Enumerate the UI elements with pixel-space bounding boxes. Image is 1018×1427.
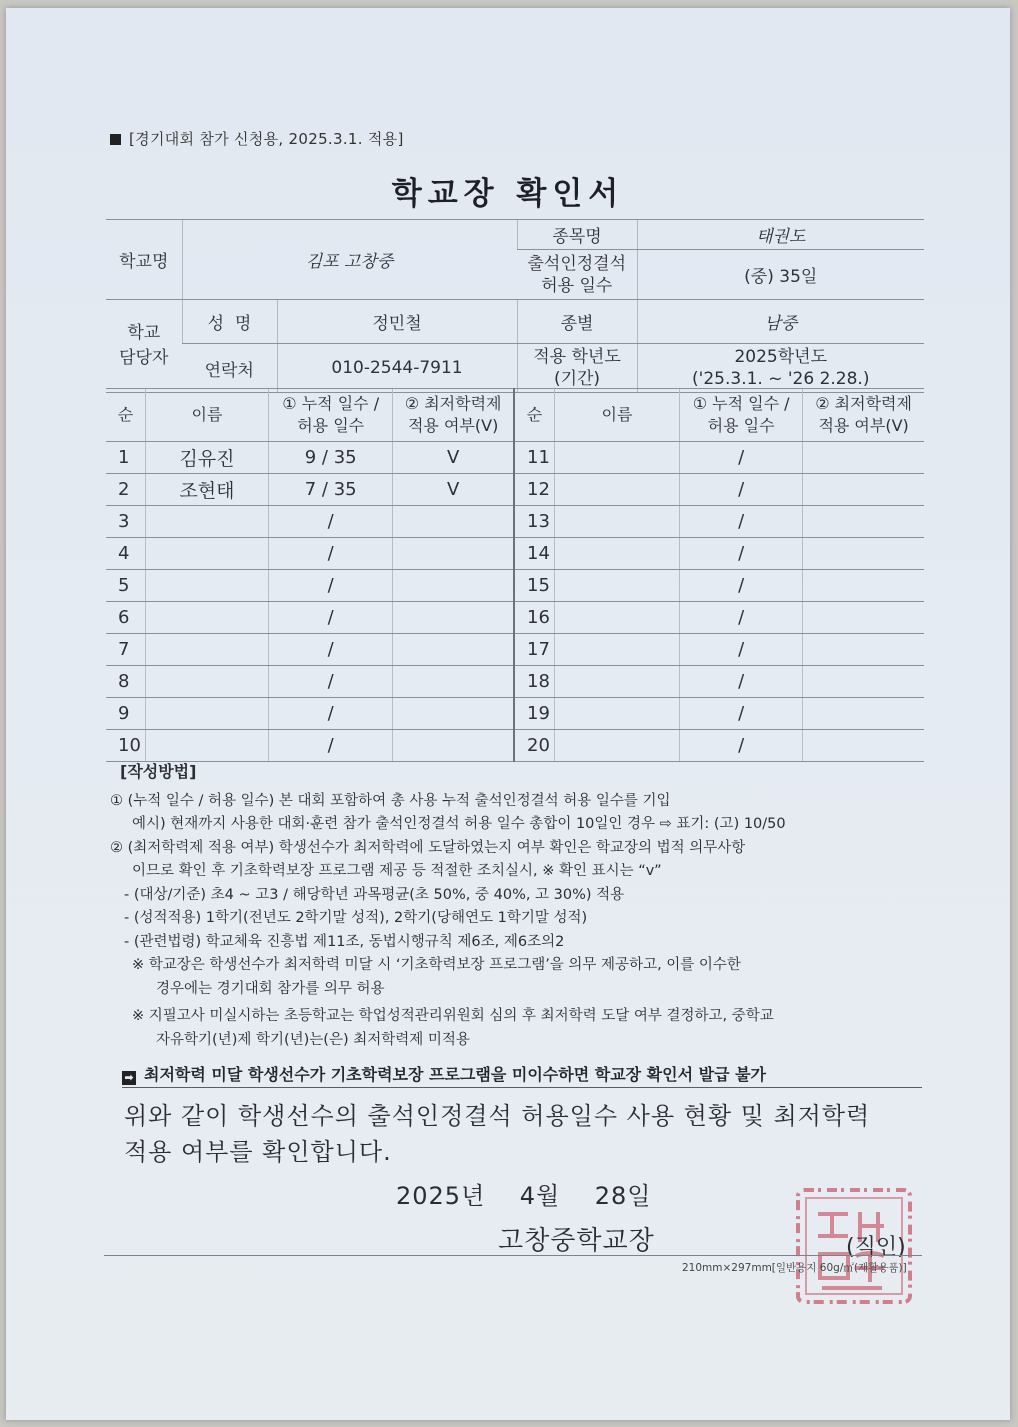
student-name (554, 634, 679, 666)
row-number: 20 (514, 730, 554, 762)
student-name (145, 538, 268, 570)
header-note: [경기대회 참가 신청용, 2025.3.1. 적용] (110, 128, 404, 149)
student-name (145, 666, 268, 698)
days-value: / (269, 634, 393, 666)
academic-check (803, 698, 924, 730)
table-row (106, 442, 924, 474)
row-number: 9 (106, 698, 145, 730)
row-number: 19 (514, 698, 554, 730)
row-number: 5 (106, 570, 145, 602)
table-row (106, 698, 924, 730)
category-label: 종별 (517, 300, 637, 344)
row-number: 2 (106, 474, 145, 506)
row-number: 4 (106, 538, 145, 570)
principal-name: 고창중학교장 (498, 1226, 655, 1256)
days-value: / (269, 602, 393, 634)
days-value: / (269, 538, 393, 570)
category-value: 남중 (637, 300, 924, 344)
days-value: / (269, 506, 393, 538)
method-line: ② (최저학력제 적용 여부) 학생선수가 최저학력에 도달하였는지 여부 확인은 학교장의 법적 의무사항 (110, 839, 746, 856)
contact-value: 010-2544-7911 (277, 344, 517, 393)
academic-check (393, 698, 514, 730)
days-value: / (680, 506, 803, 538)
student-name (145, 634, 268, 666)
event-label: 종목명 (517, 220, 637, 250)
year-label: 적용 학년도 (기간) (517, 344, 637, 393)
table-row (106, 666, 924, 698)
academic-check (393, 506, 514, 538)
academic-check (393, 538, 514, 570)
allowed-days-value: (중) 35일 (637, 250, 924, 300)
academic-check (803, 634, 924, 666)
academic-check (393, 602, 514, 634)
student-name (145, 570, 268, 602)
roster-body (106, 389, 924, 762)
row-number: 16 (514, 602, 554, 634)
name-label: 성 명 (182, 300, 277, 344)
seal-label: (직인) (846, 1235, 906, 1260)
footer-divider (104, 1255, 922, 1256)
days-value: / (269, 698, 393, 730)
method-title: [작성방법] (120, 762, 197, 781)
method-line: 자유학기(년)제 학기(년)는(은) 최저학력제 미적용 (156, 1031, 470, 1048)
table-row (106, 570, 924, 602)
year-value: 2025학년도 ('25.3.1. ~ '26 2.28.) (637, 344, 924, 393)
event-value: 태권도 (637, 220, 924, 250)
issue-date: 2025년 4월 28일 (396, 1182, 652, 1210)
row-number: 1 (106, 442, 145, 474)
days-header: ① 누적 일수 / 허용 일수 (680, 389, 803, 442)
row-number: 11 (514, 442, 554, 474)
days-value: / (680, 634, 803, 666)
school-value: 김포 고창중 (182, 220, 517, 300)
table-row (106, 474, 924, 506)
table-row (106, 730, 924, 762)
name-header: 이름 (554, 389, 679, 442)
days-value: / (680, 602, 803, 634)
name-value: 정민철 (277, 300, 517, 344)
method-line: - (대상/기준) 초4 ~ 고3 / 해당학년 과목평균(초 50%, 중 40%, 고 30%) 적용 (124, 886, 625, 903)
table-row (106, 634, 924, 666)
days-value: / (680, 698, 803, 730)
days-value: / (269, 570, 393, 602)
academic-check (393, 634, 514, 666)
student-name (145, 730, 268, 762)
academic-header: ② 최저학력제 적용 여부(V) (803, 389, 924, 442)
method-line: 경우에는 경기대회 참가를 의무 허용 (156, 980, 385, 997)
academic-check (803, 730, 924, 762)
table-row (106, 538, 924, 570)
academic-check (803, 474, 924, 506)
days-value: / (680, 570, 803, 602)
allowed-days-label: 출석인정결석 허용 일수 (517, 250, 637, 300)
row-number: 18 (514, 666, 554, 698)
school-label: 학교명 (106, 220, 182, 300)
academic-check (393, 570, 514, 602)
confirmation-statement: 위와 같이 학생선수의 출석인정결석 허용일수 사용 현황 및 최저학력 적용 여부를 확인합니다. (124, 1102, 871, 1166)
name-header: 이름 (145, 389, 268, 442)
table-row (106, 506, 924, 538)
student-name (554, 730, 679, 762)
row-number: 7 (106, 634, 145, 666)
days-value: / (680, 442, 803, 474)
academic-check (803, 570, 924, 602)
academic-check (803, 506, 924, 538)
days-header: ① 누적 일수 / 허용 일수 (269, 389, 393, 442)
days-value: / (680, 666, 803, 698)
row-number: 17 (514, 634, 554, 666)
contact-label: 연락처 (182, 344, 277, 393)
row-number: 13 (514, 506, 554, 538)
student-name (554, 506, 679, 538)
row-number: 8 (106, 666, 145, 698)
academic-check (393, 730, 514, 762)
method-line: 이므로 확인 후 기초학력보장 프로그램 제공 등 적절한 조치실시, ※ 확인 표시는 “v” (132, 863, 662, 879)
row-number: 6 (106, 602, 145, 634)
days-value: / (269, 730, 393, 762)
student-name (554, 570, 679, 602)
days-value: / (680, 538, 803, 570)
days-value: 7 / 35 (269, 474, 393, 506)
roster-table (106, 388, 924, 762)
student-name (145, 698, 268, 730)
warning-note: ➡ 최저학력 미달 학생선수가 기초학력보장 프로그램을 미이수하면 학교장 확인서 발급 불가 (122, 1062, 922, 1088)
days-value: / (680, 474, 803, 506)
method-line: ① (누적 일수 / 허용 일수) 본 대회 포함하여 총 사용 누적 출석인정결석 허용 일수를 기입 (110, 792, 671, 809)
academic-check (393, 666, 514, 698)
row-number: 10 (106, 730, 145, 762)
row-number: 12 (514, 474, 554, 506)
square-bullet-icon (110, 134, 121, 145)
student-name (554, 698, 679, 730)
method-line: ※ 지필고사 미실시하는 초등학교는 학업성적관리위원회 심의 후 최저학력 도달 여부 결정하고, 중학교 (132, 1008, 774, 1024)
seq-header: 순 (514, 389, 554, 442)
arrow-box-icon: ➡ (122, 1071, 136, 1085)
method-line: ※ 학교장은 학생선수가 최저학력 미달 시 ‘기초학력보장 프로그램’을 의무 제공하고, 이를 이수한 (132, 957, 741, 973)
student-name (554, 442, 679, 474)
document-title: 학교장 확인서 (391, 176, 625, 212)
student-name (554, 602, 679, 634)
method-line: - (성적적용) 1학기(전년도 2학기말 성적), 2학기(당해연도 1학기말 성적) (124, 910, 588, 926)
student-name (554, 666, 679, 698)
days-value: 9 / 35 (269, 442, 393, 474)
academic-check: V (393, 474, 514, 506)
academic-check (803, 442, 924, 474)
student-name: 조현태 (145, 474, 268, 506)
method-line: 예시) 현재까지 사용한 대회·훈련 참가 출석인정결석 허용 일수 총합이 10일인 경우 ⇨ 표기: (고) 10/50 (132, 816, 786, 832)
roster-header-row (106, 389, 924, 442)
days-value: / (680, 730, 803, 762)
student-name (554, 538, 679, 570)
days-value: / (269, 666, 393, 698)
student-name (145, 506, 268, 538)
seq-header: 순 (106, 389, 145, 442)
document-page (6, 8, 1010, 1420)
student-name (554, 474, 679, 506)
info-table (106, 219, 924, 393)
row-number: 14 (514, 538, 554, 570)
academic-check (803, 666, 924, 698)
manager-label: 학교 담당자 (106, 300, 182, 393)
academic-check (803, 602, 924, 634)
academic-check: V (393, 442, 514, 474)
row-number: 3 (106, 506, 145, 538)
method-line: - (관련법령) 학교체육 진흥법 제11조, 동법시행규칙 제6조, 제6조의2 (124, 933, 565, 950)
method-section (110, 760, 930, 1052)
academic-header: ② 최저학력제 적용 여부(V) (393, 389, 514, 442)
academic-check (803, 538, 924, 570)
student-name (145, 602, 268, 634)
student-name: 김유진 (145, 442, 268, 474)
paper-spec-footer: 210mm×297mm[일반용지 60g/㎡(재활용품)] (682, 1262, 907, 1274)
row-number: 15 (514, 570, 554, 602)
table-row (106, 602, 924, 634)
